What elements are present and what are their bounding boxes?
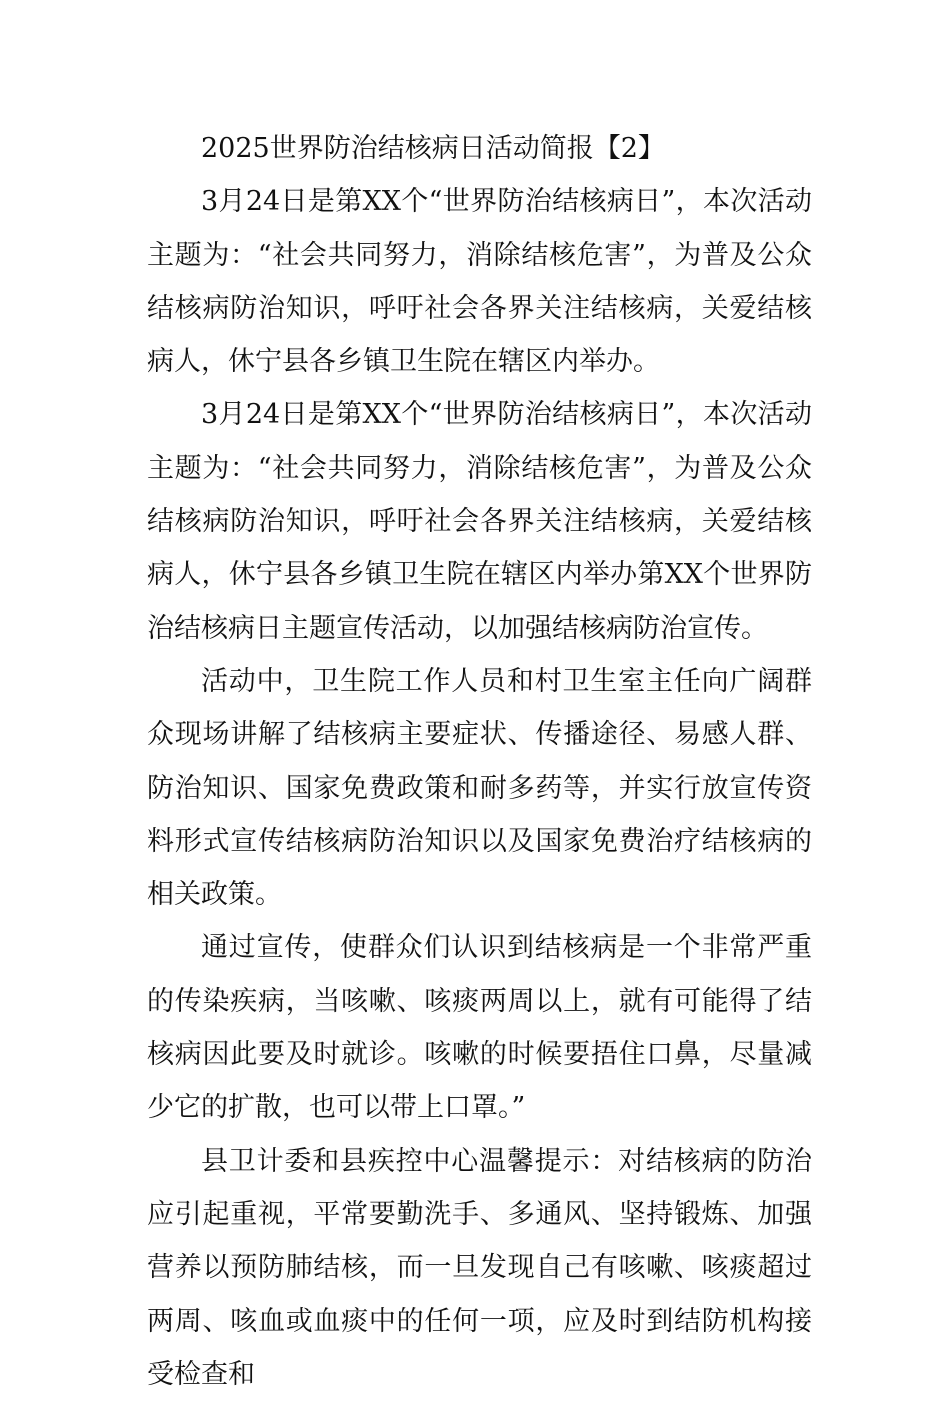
paragraph-4: 通过宣传，使群众们认识到结核病是一个非常严重的传染疾病，当咳嗽、咳痰两周以上，就有可能得了结核病因此要及时就诊。咳嗽的时候要捂住口鼻，尽量减少它的扩散，也可以带上口罩。”: [147, 932, 812, 1124]
paragraph-5: 县卫计委和县疾控中心温馨提示：对结核病的防治应引起重视，平常要勤洗手、多通风、坚持锻炼、加强营养以预防肺结核，而一旦发现自己有咳嗽、咳痰超过两周、咳血或血痰中的任何一项，应及时到结防机构接受检查和: [147, 1145, 812, 1390]
paragraph-3: 活动中，卫生院工作人员和村卫生室主任向广阔群众现场讲解了结核病主要症状、传播途径、易感人群、防治知识、国家免费政策和耐多药等，并实行放宣传资料形式宣传结核病防治知识以及国家免费治疗结核病的相关政策。: [147, 665, 812, 911]
paragraph-2: 3月24日是第XX个“世界防治结核病日”，本次活动主题为：“社会共同努力，消除结核危害”，为普及公众结核病防治知识，呼吁社会各界关注结核病，关爱结核病人，休宁县各乡镇卫生院在辖区内举办第XX个世界防治结核病日主题宣传活动，以加强结核病防治宣传。: [147, 399, 812, 644]
document-body: [147, 122, 812, 1401]
paragraph-1: 3月24日是第XX个“世界防治结核病日”，本次活动主题为：“社会共同努力，消除结核危害”，为普及公众结核病防治知识，呼吁社会各界关注结核病，关爱结核病人，休宁县各乡镇卫生院在辖区内举办。: [147, 186, 812, 378]
document-title: 2025世界防治结核病日活动简报【2】: [201, 133, 665, 164]
